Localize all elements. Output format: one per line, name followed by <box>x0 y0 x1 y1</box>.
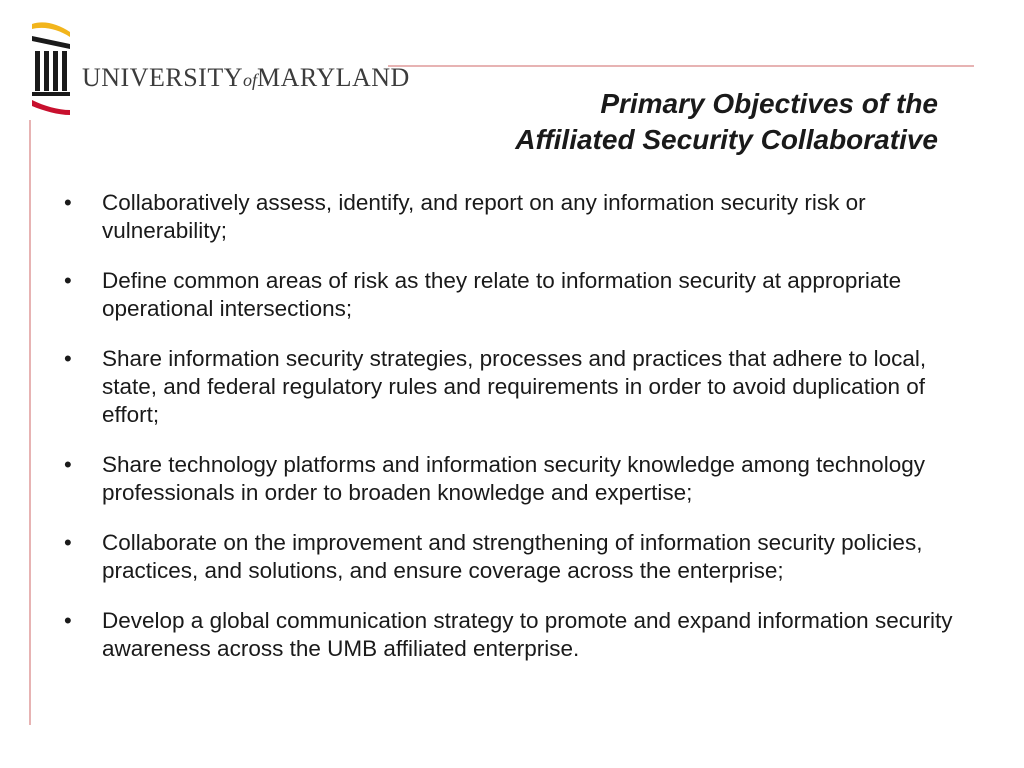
list-item <box>62 607 962 663</box>
bullet-icon: • <box>64 452 72 477</box>
list-item-text: Define common areas of risk as they relate to information security at appropriate operational intersections; <box>102 268 902 321</box>
objectives-list <box>62 189 962 685</box>
list-item <box>62 345 962 429</box>
university-name-part2: MARYLAND <box>257 63 410 92</box>
slide-title-line2: Affiliated Security Collaborative <box>515 124 938 155</box>
bullet-icon: • <box>64 530 72 555</box>
university-name-of: of <box>243 70 258 90</box>
bullet-icon: • <box>64 608 72 633</box>
slide-title <box>515 86 938 158</box>
bullet-icon: • <box>64 268 72 293</box>
university-logo-mark-icon <box>26 18 76 118</box>
list-item <box>62 267 962 323</box>
top-accent-line <box>388 65 974 67</box>
left-accent-line <box>29 120 31 725</box>
list-item-text: Share information security strategies, processes and practices that adhere to local, state, and federal regulatory rules and requirements in order to avoid duplication of effort; <box>102 346 927 427</box>
list-item-text: Collaborate on the improvement and strengthening of information security policies, practices, and solutions, and ensure coverage across the enterprise; <box>102 530 923 583</box>
university-logo <box>24 18 410 118</box>
list-item <box>62 189 962 245</box>
list-item <box>62 451 962 507</box>
list-item-text: Collaboratively assess, identify, and report on any information security risk or vulnerability; <box>102 190 866 243</box>
list-item <box>62 529 962 585</box>
bullet-icon: • <box>64 346 72 371</box>
bullet-icon: • <box>64 190 72 215</box>
slide-title-line1: Primary Objectives of the <box>600 88 938 119</box>
university-name <box>82 63 410 93</box>
list-item-text: Share technology platforms and information security knowledge among technology professionals in order to broaden knowledge and expertise; <box>102 452 925 505</box>
list-item-text: Develop a global communication strategy to promote and expand information security awareness across the UMB affiliated enterprise. <box>102 608 953 661</box>
university-name-part1: UNIVERSITY <box>82 63 243 92</box>
